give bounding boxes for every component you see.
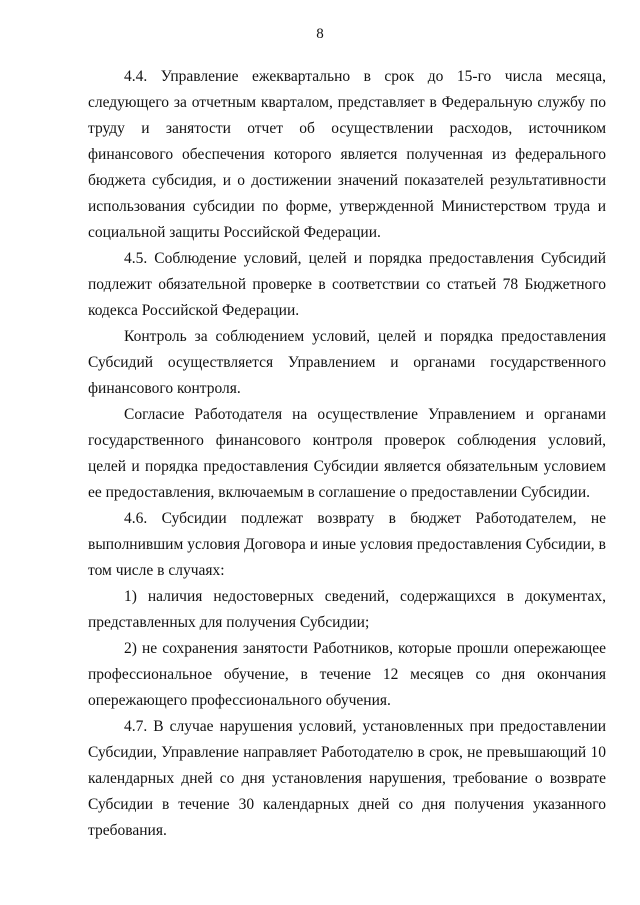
page-number: 8 <box>316 26 324 42</box>
document-body <box>88 64 606 844</box>
paragraph-4-6: 4.6. Субсидии подлежат возврату в бюджет Работодателем, не выполнившим условия Договора и иные условия предоставления Субсидии, в том числе в случаях: <box>88 510 606 579</box>
paragraph-4-4: 4.4. Управление ежеквартально в срок до 15-го числа месяца, следующего за отчетным кварталом, представляет в Федеральную службу по труду и занятости отчет об осуществлении расходов, источником финансового обеспечения которого является полученная из федерального бюджета субсидия, и о достижении значений показателей результативности использования субсидии по форме, утвержденной Министерством труда и социальной защиты Российской Федерации. <box>88 68 606 241</box>
paragraph-4-7: 4.7. В случае нарушения условий, установленных при предоставлении Субсидии, Управление направляет Работодателю в срок, не превышающий 10 календарных дней со дня установления нарушения, требование о возврате Субсидии в течение 30 календарных дней со дня получения указанного требования. <box>88 718 606 839</box>
paragraph-4-5: 4.5. Соблюдение условий, целей и порядка предоставления Субсидий подлежит обязательной проверке в соответствии со статьей 78 Бюджетного кодекса Российской Федерации. <box>88 250 606 319</box>
paragraph-employer-consent: Согласие Работодателя на осуществление Управлением и органами государственного финансового контроля проверок соблюдения условий, целей и порядка предоставления Субсидии является обязательным условием ее предоставления, включаемым в соглашение о предоставлении Субсидии. <box>88 406 606 501</box>
list-item-1: 1) наличия недостоверных сведений, содержащихся в документах, представленных для получения Субсидии; <box>88 588 606 631</box>
list-item-2: 2) не сохранения занятости Работников, которые прошли опережающее профессиональное обучение, в течение 12 месяцев со дня окончания опережающего профессионального обучения. <box>88 640 606 709</box>
paragraph-control: Контроль за соблюдением условий, целей и порядка предоставления Субсидий осуществляется Управлением и органами государственного финансового контроля. <box>88 328 606 397</box>
